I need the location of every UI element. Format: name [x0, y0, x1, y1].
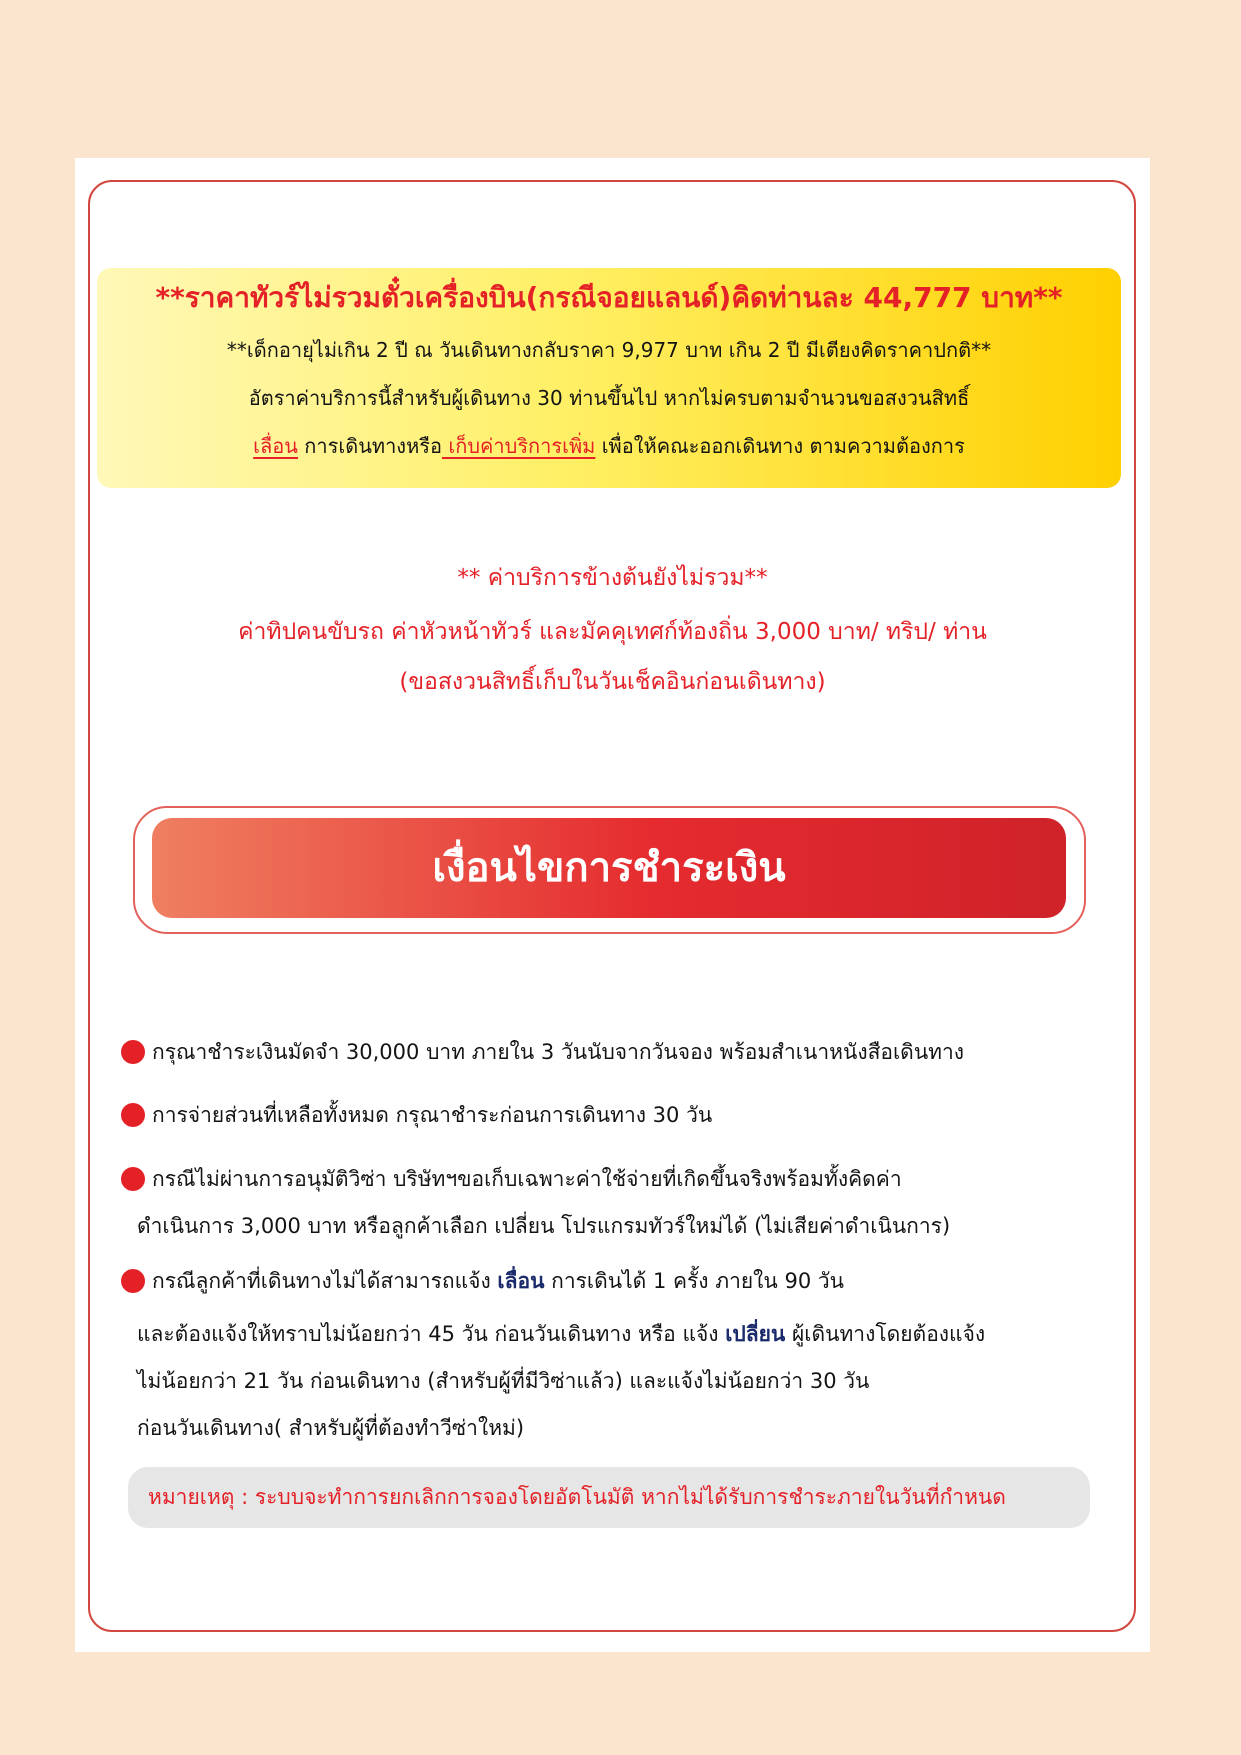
term-visa-rejection: กรณีไม่ผ่านการอนุมัติวิซ่า บริษัทฯขอเก็บเฉพาะค่าใช้จ่ายที่เกิดขึ้นจริงพร้อมทั้งคิดค่า: [152, 1167, 902, 1191]
red-circle-bullet-icon: [121, 1103, 145, 1127]
term-change-travel-cont: ไม่น้อยกว่า 21 วัน ก่อนเดินทาง (สำหรับผู้ที่มีวิซ่าแล้ว) และแจ้งไม่น้อยกว่า 30 วัน: [137, 1369, 870, 1393]
term-change-text: การเดินได้ 1 ครั้ง ภายใน 90 วัน: [544, 1269, 845, 1293]
not-included-heading: ** ค่าบริการข้างต้นยังไม่รวม**: [457, 565, 768, 591]
term-change-text: และต้องแจ้งให้ทราบไม่น้อยกว่า 45 วัน ก่อนวันเดินทาง หรือ แจ้ง: [137, 1322, 726, 1346]
term-change-travel: [152, 1263, 844, 1299]
term-change-travel-cont: ก่อนวันเดินทาง( สำหรับผู้ที่ต้องทำวีซ่าใหม่): [137, 1416, 525, 1440]
term-change-travel-cont: [137, 1316, 985, 1352]
collection-note: (ขอสงวนสิทธิ์เก็บในวันเช็คอินก่อนเดินทาง): [399, 669, 826, 695]
payment-section-title: เงื่อนไขการชำระเงิน: [432, 845, 786, 891]
red-circle-bullet-icon: [121, 1167, 145, 1191]
surcharge-emphasis: เก็บค่าบริการเพิ่ม: [442, 434, 596, 458]
group-minimum-text: อัตราค่าบริการนี้สำหรับผู้เดินทาง 30 ท่านขึ้นไป หากไม่ครบตามจำนวนขอสงวนสิทธิ์: [248, 386, 970, 410]
red-circle-bullet-icon: [121, 1269, 145, 1293]
red-circle-bullet-icon: [121, 1040, 145, 1064]
not-included-detail: ค่าทิปคนขับรถ ค่าหัวหน้าทัวร์ และมัคคุเทศก์ท้องถิ่น 3,000 บาท/ ทริป/ ท่าน: [238, 619, 987, 645]
rights-middle-text: การเดินทางหรือ: [297, 434, 443, 458]
postpone-bold: เลื่อน: [497, 1269, 545, 1293]
term-change-text: กรณีลูกค้าที่เดินทางไม่ได้สามารถแจ้ง: [152, 1269, 498, 1293]
term-visa-rejection-cont: ดำเนินการ 3,000 บาท หรือลูกค้าเลือก เปลี่ยน โปรแกรมทัวร์ใหม่ได้ (ไม่เสียค่าดำเนินการ): [137, 1214, 951, 1238]
postpone-emphasis: เลื่อน: [253, 434, 298, 458]
reservation-rights-text: [97, 428, 1121, 464]
term-deposit: กรุณาชำระเงินมัดจำ 30,000 บาท ภายใน 3 วันนับจากวันจอง พร้อมสำเนาหนังสือเดินทาง: [152, 1040, 965, 1064]
tour-price-headline: **ราคาทัวร์ไม่รวมตั๋วเครื่องบิน(กรณีจอยแลนด์)คิดท่านละ 44,777 บาท**: [155, 281, 1063, 314]
term-balance: การจ่ายส่วนที่เหลือทั้งหมด กรุณาชำระก่อนการเดินทาง 30 วัน: [152, 1103, 713, 1127]
rights-end-text: เพื่อให้คณะออกเดินทาง ตามความต้องการ: [595, 434, 965, 458]
remark-text: หมายเหตุ : ระบบจะทำการยกเลิกการจองโดยอัตโนมัติ หากไม่ได้รับการชำระภายในวันที่กำหนด: [148, 1485, 1006, 1509]
child-rate-text: **เด็กอายุไม่เกิน 2 ปี ณ วันเดินทางกลับราคา 9,977 บาท เกิน 2 ปี มีเตียงคิดราคาปกติ**: [226, 338, 992, 362]
term-change-text: ผู้เดินทางโดยต้องแจ้ง: [785, 1322, 986, 1346]
change-traveler-bold: เปลี่ยน: [725, 1322, 786, 1346]
